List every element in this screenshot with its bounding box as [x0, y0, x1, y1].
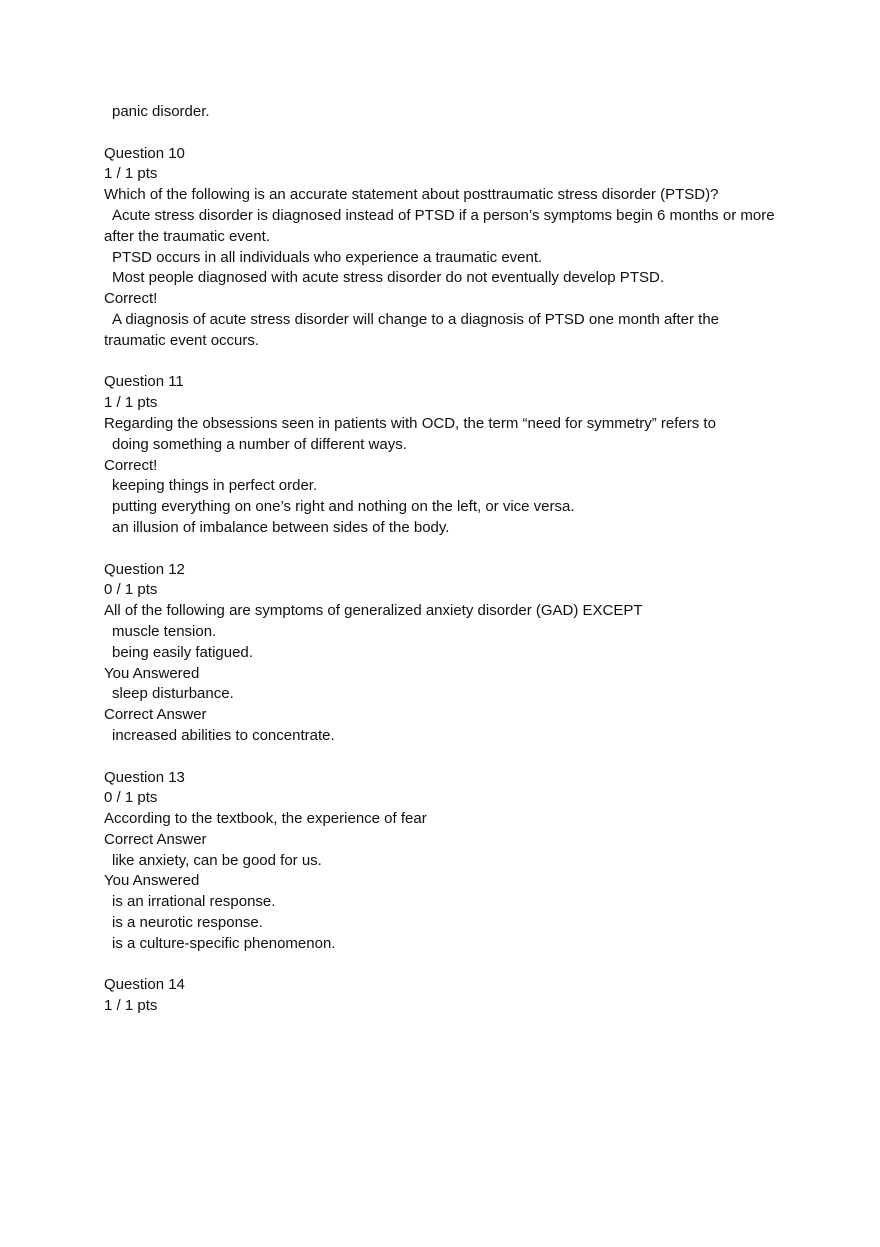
question-prompt: Which of the following is an accurate statement about posttraumatic stress disorder (PTSD)? — [104, 186, 719, 204]
answer-option: like anxiety, can be good for us. — [112, 851, 322, 869]
question-score: 0 / 1 pts — [104, 789, 158, 807]
answer-status-label: You Answered — [104, 664, 200, 682]
question-score: 0 / 1 pts — [104, 581, 158, 599]
answer-option: keeping things in perfect order. — [112, 477, 318, 495]
answer-option: PTSD occurs in all individuals who experience a traumatic event. — [112, 248, 543, 266]
question-spacer — [104, 747, 784, 768]
question-title: Question 11 — [104, 373, 184, 391]
answer-option: Acute stress disorder is diagnosed instead of PTSD if a person’s symptoms begin 6 months or more after the traumatic event. — [104, 206, 775, 245]
question-spacer — [104, 955, 784, 976]
answer-option: A diagnosis of acute stress disorder will change to a diagnosis of PTSD one month after the traumatic event occurs. — [104, 310, 720, 349]
question-title: Question 14 — [104, 976, 185, 994]
question-title: Question 12 — [104, 560, 185, 578]
question-score: 1 / 1 pts — [104, 165, 158, 183]
answer-option: panic disorder. — [112, 103, 210, 120]
answer-option: muscle tension. — [112, 622, 217, 640]
question-spacer — [104, 352, 784, 373]
question-block — [104, 372, 784, 538]
answer-option: increased abilities to concentrate. — [112, 726, 335, 744]
question-block — [104, 560, 784, 747]
answer-option: is a neurotic response. — [112, 914, 263, 932]
answer-option: is a culture-specific phenomenon. — [112, 934, 336, 952]
question-title: Question 10 — [104, 144, 185, 162]
question-block — [104, 144, 784, 352]
question-block — [104, 975, 784, 1017]
answer-option: is an irrational response. — [112, 893, 276, 911]
question-spacer — [104, 123, 784, 144]
answer-status-label: Correct! — [104, 290, 158, 308]
document-body — [104, 102, 784, 1017]
answer-option: putting everything on one’s right and nothing on the left, or vice versa. — [112, 498, 575, 516]
answer-option: Most people diagnosed with acute stress disorder do not eventually develop PTSD. — [112, 269, 664, 287]
question-score: 1 / 1 pts — [104, 997, 158, 1015]
question-prompt: According to the textbook, the experience of fear — [104, 810, 427, 828]
answer-option: doing something a number of different ways. — [112, 435, 407, 453]
answer-status-label: You Answered — [104, 872, 200, 890]
question-score: 1 / 1 pts — [104, 394, 158, 412]
question-prompt: Regarding the obsessions seen in patients with OCD, the term “need for symmetry” refers to — [104, 414, 716, 432]
answer-option: sleep disturbance. — [112, 685, 234, 703]
answer-status-label: Correct! — [104, 456, 158, 474]
answer-option: an illusion of imbalance between sides of the body. — [112, 518, 450, 536]
question-block — [104, 768, 784, 955]
answer-option: being easily fatigued. — [112, 643, 253, 661]
question-title: Question 13 — [104, 768, 185, 786]
answer-status-label: Correct Answer — [104, 830, 207, 848]
question-prompt: All of the following are symptoms of generalized anxiety disorder (GAD) EXCEPT — [104, 602, 643, 620]
question-spacer — [104, 539, 784, 560]
question-list — [104, 123, 784, 1017]
answer-status-label: Correct Answer — [104, 706, 207, 724]
